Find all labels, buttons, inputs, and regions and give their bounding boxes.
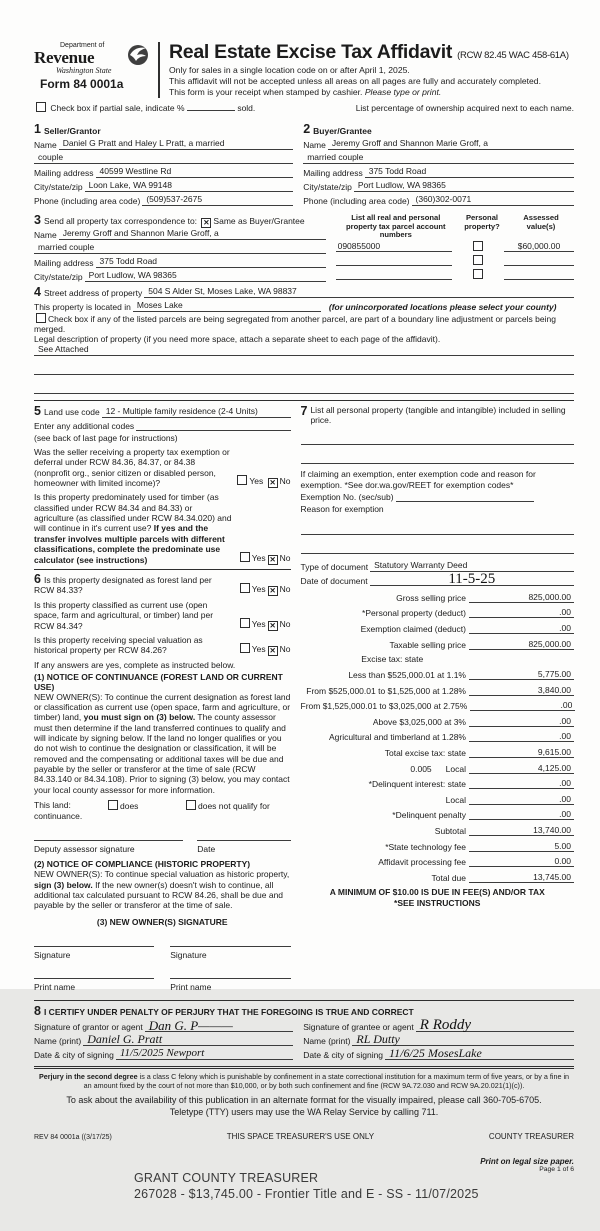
buyer-city-label: City/state/zip [303, 181, 352, 192]
currentuse-question [34, 600, 291, 631]
legal-description-label: Legal description of property (if you need more space, attach a separate sheet to each page of the affidavit). [34, 334, 441, 345]
treasurer-stamp [134, 1171, 479, 1202]
delinquent-penalty-label: *Delinquent penalty [392, 810, 466, 821]
tier1-label: Less than $525,000.01 at 1.1% [348, 670, 466, 681]
deputy-date-field[interactable] [197, 829, 290, 841]
gross-selling-price-value[interactable]: 825,000.00 [469, 592, 574, 603]
assessed-value-field[interactable] [504, 255, 574, 266]
seller-mailing-field[interactable]: 40599 Westline Rd [96, 166, 294, 178]
gross-selling-price-label: Gross selling price [396, 592, 466, 603]
print-name-label: Print name [34, 981, 76, 992]
form-header [34, 42, 574, 98]
note-line-2: This affidavit will not be accepted unless all areas on all pages are fully and accurately completed. [169, 76, 541, 87]
no-label: No [279, 643, 291, 654]
section-6-number: 6 [34, 571, 41, 586]
this-land-row [34, 800, 291, 811]
dor-logo [34, 42, 158, 98]
local-tax-value[interactable]: 4,125.00 [469, 763, 574, 774]
seller-city-field[interactable]: Loon Lake, WA 99148 [85, 180, 294, 192]
personal-property-intro [301, 405, 575, 425]
same-as-buyer-label: Same as Buyer/Grantee [213, 215, 305, 226]
assessed-value-field[interactable] [504, 269, 574, 280]
assessed-value-field[interactable]: $60,000.00 [504, 241, 574, 252]
rev-number: REV 84 0001a ((3/17/25) [34, 1134, 112, 1142]
currentuse-question-text: Is this property classified as current use (open space, farm and agricultural, or timber) land per RCW 84.34? [34, 599, 214, 631]
delinquent-interest-local-label: Local [445, 794, 466, 805]
does-not-label: does not qualify for [198, 801, 270, 812]
deputy-date-block [197, 829, 290, 854]
timber-no-checkbox[interactable] [268, 555, 278, 565]
legal-description-blank-line[interactable] [34, 363, 574, 375]
county-treasurer-label: COUNTY TREASURER [488, 1132, 574, 1142]
property-section [34, 286, 574, 395]
exemption-no-label: Exemption No. (sec/sub) [300, 491, 394, 502]
dor-swirl-icon [126, 44, 150, 68]
corr-city-label: City/state/zip [34, 271, 83, 282]
check-x-icon: ✕ [269, 645, 276, 655]
new-owners-signature-title: (3) NEW OWNER(S) SIGNATURE [96, 916, 228, 927]
exemption-claimed-label: Exemption claimed (deduct) [360, 623, 466, 634]
seller-name-field[interactable]: Daniel G Pratt and Haley L Pratt, a married [59, 138, 294, 150]
seller-buyer-columns [34, 119, 574, 208]
new-owner-print-1 [34, 967, 154, 992]
percent-sold-field[interactable] [187, 101, 235, 111]
minimum-due-note: A MINIMUM OF $10.00 IS DUE IN FEE(S) AND/OR TAX *SEE INSTRUCTIONS [329, 887, 545, 909]
legal-description-blank-line[interactable] [34, 382, 574, 394]
new-owner-print-field[interactable] [34, 967, 154, 979]
parcel-table-header [336, 214, 574, 240]
seller-section [34, 119, 293, 208]
does-not-option [184, 800, 270, 811]
section-2-number: 2 [303, 122, 311, 137]
personal-property-blank-line[interactable] [301, 452, 575, 464]
grantor-signature-field[interactable]: Dan G. P——— [145, 1020, 294, 1032]
historic-yn [238, 643, 291, 656]
doc-date-label: Date of document [300, 575, 368, 586]
personal-property-blank-line[interactable] [301, 433, 575, 445]
grantor-date-field[interactable]: 11/5/2025 Newport [116, 1048, 293, 1060]
perjury-statement: Perjury in the second degree is a class C felony which is punishable by confinement in a state correctional institution for a maximum term of five years, or by a fine in an amount fixed by the court of not more than $10,000, or by both such confinement and fine (RCW 9A.72.030 and RCW 9A.20.021(1)(c)). [38, 1072, 570, 1091]
forest-no-checkbox[interactable] [268, 586, 278, 596]
grantor-sig-label: Signature of grantor or agent [34, 1022, 143, 1033]
land-use-code-field[interactable]: 12 - Multiple family residence (2-4 Units) [102, 406, 291, 418]
notice-continuance-body: NEW OWNER(S): To continue the current designation as forest land or classification as current use (open space, farm and agriculture, or timber) land, you must sign on (3) below. The county assessor must then determine if the land transferred continues to qualify and will indicate by signing below. If the land no longer qualifies or you do not wish to continue the designation or classification, it will be removed and the compensating or additional taxes will be due and payable by the seller or transferor at the time of sale (RCW 84.33.140 or 84.34.108). Prior to signing (3) below, you may contact your local county assessor for more information. [34, 691, 291, 795]
located-in-field[interactable]: Moses Lake [133, 300, 321, 312]
buyer-name-label: Name [303, 139, 326, 150]
timber-question-text: Is this property predominately used for timber (as classified under RCW 84.34 and 84.33) or agriculture (as classified under RCW 84.34.020) and will continue in it's current use? If yes and the transfer involves multiple parcels with different classifications, complete the predominate use calculator (see instructions) [34, 492, 232, 565]
yes-label: Yes [251, 618, 266, 629]
historic-question-text: Is this property receiving special valuation as historical property per RCW 84.26? [34, 634, 203, 656]
partial-sale-row [34, 101, 574, 113]
reason-blank-line[interactable] [301, 542, 575, 554]
landuse-column [34, 405, 291, 991]
grantee-sig-label: Signature of grantee or agent [303, 1022, 414, 1033]
correspondence-intro-label: Send all property tax correspondence to: [43, 215, 198, 226]
seller-mailing-label: Mailing address [34, 167, 94, 178]
corr-mailing-field[interactable]: 375 Todd Road [96, 256, 326, 268]
total-excise-state-value[interactable]: 9,615.00 [469, 747, 574, 758]
page-title: Real Estate Excise Tax Affidavit (RCW 82.45 WAC 458-61A) [169, 41, 569, 63]
correspondence-section [34, 214, 326, 284]
delinquent-interest-state-value[interactable]: .00 [469, 778, 574, 789]
exemption-no-checkbox[interactable] [268, 478, 278, 488]
sold-label: sold. [237, 103, 256, 114]
deputy-row [34, 829, 291, 854]
seller-title: Seller/Grantor [43, 125, 101, 136]
instruction-notes [169, 65, 574, 98]
legal-description-field[interactable]: See Attached [34, 344, 574, 356]
check-x-icon: ✕ [269, 554, 276, 564]
note-line-3: This form is your receipt when stamped by cashier. Please type or print. [169, 87, 442, 98]
signature-label: Signature [170, 949, 207, 960]
total-excise-state-label: Total excise tax: state [384, 748, 466, 759]
same-as-buyer-checkbox[interactable] [201, 218, 211, 228]
buyer-name-field[interactable]: Jeremy Groff and Shannon Marie Groff, a [328, 138, 574, 150]
parcel-table [336, 214, 574, 284]
segregated-label: Check box if any of the listed parcels are being segregated from another parcel, are part of a boundary line adjustment or parcels being merged. [34, 314, 556, 335]
affidavit-fee-label: Affidavit processing fee [378, 857, 466, 868]
section-divider [34, 400, 574, 401]
check-x-icon: ✕ [269, 585, 276, 595]
subtotal-value[interactable]: 13,740.00 [469, 825, 574, 836]
delinquent-interest-state-label: *Delinquent interest: state [368, 779, 466, 790]
buyer-section [303, 119, 574, 208]
grantee-print-label: Name (print) [303, 1036, 351, 1047]
tax-column [301, 405, 575, 991]
personal-property-checkbox[interactable] [473, 241, 483, 251]
partial-sale-label: Check box if partial sale, indicate % [50, 103, 185, 114]
ag-timberland-value[interactable]: .00 [469, 731, 574, 742]
segregated-row [34, 313, 574, 334]
corr-mailing-label: Mailing address [34, 257, 94, 268]
notice-compliance-title: (2) NOTICE OF COMPLIANCE (HISTORIC PROPERTY) [34, 859, 251, 870]
affidavit-fee-value[interactable]: 0.00 [469, 856, 574, 867]
does-checkbox[interactable] [108, 800, 118, 810]
tier3-value[interactable]: .00 [470, 700, 575, 711]
exemption-no-field[interactable] [396, 491, 534, 502]
personal-property-checkbox[interactable] [473, 255, 483, 265]
grantee-certification [303, 1017, 574, 1062]
seller-phone-field[interactable]: (509)537-2675 [142, 194, 293, 206]
tier4-label: Above $3,025,000 at 3% [372, 716, 466, 727]
doc-type-field[interactable]: Statutory Warranty Deed [370, 560, 574, 572]
section-3-number: 3 [34, 212, 41, 227]
tier4-value[interactable]: .00 [469, 716, 574, 727]
corr-name-field-2[interactable]: married couple [34, 242, 326, 254]
section-7-number: 7 [300, 404, 308, 419]
check-x-icon: ✕ [269, 478, 276, 488]
new-owner-print-field[interactable] [170, 967, 290, 979]
partial-sale-option [34, 101, 255, 113]
correspondence-intro [34, 214, 326, 228]
tier1-value[interactable]: 5,775.00 [469, 669, 574, 680]
if-any-yes-note: If any answers are yes, complete as instructed below. [34, 659, 236, 670]
personal-property-deduct-label: *Personal property (deduct) [362, 608, 466, 619]
grantor-certification [34, 1020, 293, 1062]
does-not-checkbox[interactable] [186, 800, 196, 810]
corr-name-label: Name [34, 229, 57, 240]
note-line-1: Only for sales in a single location code on or after April 1, 2025. [169, 65, 410, 76]
exemption-question-text: Was the seller receiving a property tax exemption or deferral under RCW 84.36, 84.37, or 84.38 (nonprofit org., senior citizen or disabled person, homeowner with limited income)? [34, 446, 230, 489]
historic-question [34, 635, 291, 656]
timber-question [34, 492, 291, 565]
signature-label: Signature [34, 949, 71, 960]
assessed-value-header: Assessed value(s) [523, 212, 559, 231]
local-rate-label: 0.005 Local [410, 763, 466, 774]
currentuse-no-checkbox[interactable] [268, 621, 278, 631]
taxable-selling-price-label: Taxable selling price [389, 639, 466, 650]
footer-row [34, 1132, 574, 1141]
forest-question-text: 6 Is this property designated as forest land per RCW 84.33? [34, 571, 212, 596]
notice-continuance-title: (1) NOTICE OF CONTINUANCE (FOREST LAND OR CURRENT USE) [34, 671, 283, 692]
segregated-checkbox[interactable] [36, 313, 46, 323]
treasurer-use-label: THIS SPACE TREASURER'S USE ONLY [226, 1132, 375, 1142]
no-label: No [279, 476, 291, 487]
excise-tax-state-header: Excise tax: state [361, 654, 424, 665]
buyer-title: Buyer/Grantee [313, 125, 372, 136]
perjury-block [34, 1066, 574, 1118]
continuance-label: continuance. [34, 811, 83, 822]
personal-property-deduct-value[interactable]: .00 [469, 607, 574, 618]
parcel-row [336, 269, 574, 280]
new-owner-print-2 [170, 967, 290, 992]
print-note: Print on legal size paper. [480, 1157, 574, 1167]
grantor-print-label: Name (print) [34, 1036, 82, 1047]
reason-blank-line[interactable] [301, 523, 575, 535]
parcel-number-field[interactable]: 090855000 [336, 241, 452, 252]
buyer-phone-label: Phone (including area code) [303, 195, 410, 206]
currentuse-yn [238, 618, 291, 631]
subtotal-label: Subtotal [434, 826, 466, 837]
additional-codes-field[interactable] [136, 420, 290, 431]
exemption-note: If claiming an exemption, enter exemption code and reason for exemption. *See dor.wa.gov/REET for exemption codes* [300, 469, 536, 491]
stamp-line-2: 267028 - $13,745.00 - Frontier Title and E - SS - 11/07/2025 [134, 1186, 479, 1201]
yes-label: Yes [251, 552, 266, 563]
exemption-claimed-value[interactable]: .00 [469, 623, 574, 634]
seller-phone-label: Phone (including area code) [34, 195, 141, 206]
check-x-icon: ✕ [269, 620, 276, 630]
personal-property-checkbox[interactable] [473, 269, 483, 279]
title-block [158, 42, 574, 98]
currentuse-yes-checkbox[interactable] [240, 618, 250, 628]
exemption-yes-checkbox[interactable] [237, 475, 247, 485]
grantor-print-field[interactable]: Daniel G. Pratt [83, 1034, 293, 1046]
total-due-value[interactable]: 13,745.00 [469, 872, 574, 883]
delinquent-interest-local-value[interactable]: .00 [469, 794, 574, 805]
new-owner-sig-row-2 [34, 967, 291, 992]
deputy-signature-label: Deputy assessor signature [34, 844, 135, 855]
stamp-area [34, 1141, 574, 1231]
state-tech-fee-value[interactable]: 5.00 [469, 841, 574, 852]
timber-yn [238, 552, 291, 565]
parcel-row [336, 255, 574, 266]
form-number: Form 84 0001a [40, 77, 124, 91]
street-address-field[interactable]: 504 S Alder St, Moses Lake, WA 98837 [144, 286, 574, 298]
certification-divider [34, 1000, 574, 1001]
buyer-mailing-label: Mailing address [303, 167, 363, 178]
section-5-number: 5 [34, 404, 41, 419]
dept-of-label: Department of [60, 42, 105, 49]
tier2-label: From $525,000.01 to $1,525,000 at 1.28% [306, 685, 466, 696]
parcel-number-field[interactable] [336, 269, 452, 280]
doc-date-field[interactable]: 11-5-25 [370, 574, 574, 586]
forest-yes-checkbox[interactable] [240, 583, 250, 593]
total-due-label: Total due [431, 872, 466, 883]
section-8-number: 8 [34, 1003, 41, 1018]
notice-compliance-body: NEW OWNER(S): To continue special valuation as historic property, sign (3) below. If the new owner(s) doesn't wish to continue, all additional tax calculated pursuant to RCW 84.26, shall be due and payable by the seller or transferor at the time of sale. [34, 869, 290, 911]
grantee-print-field[interactable]: RL Dutty [352, 1034, 574, 1046]
yes-label: Yes [251, 583, 266, 594]
land-use-label: 5 Land use code [34, 404, 100, 419]
certification-section [34, 1005, 574, 1063]
this-land-label: This land: [34, 800, 71, 811]
washington-state-label: Washington State [56, 66, 112, 75]
grantee-date-label: Date & city of signing [303, 1050, 384, 1061]
state-tech-fee-label: *State technology fee [385, 841, 466, 852]
buyer-mailing-field[interactable]: 375 Todd Road [365, 166, 574, 178]
grantee-signature-field[interactable]: R Roddy [416, 1020, 574, 1032]
no-label: No [279, 552, 291, 563]
corr-name-field[interactable]: Jeremy Groff and Shannon Marie Groff, a [59, 228, 326, 240]
parcel-number-field[interactable] [336, 255, 452, 266]
taxable-selling-price-value[interactable]: 825,000.00 [469, 639, 574, 650]
page-number: Page 1 of 6 [539, 1166, 574, 1174]
correspondence-parcels-columns [34, 214, 574, 284]
grantor-date-label: Date & city of signing [34, 1050, 114, 1061]
personal-property-header: Personal property? [464, 212, 500, 231]
new-owner-signature-field[interactable] [170, 935, 290, 947]
buyer-phone-field[interactable]: (360)302-0071 [412, 194, 574, 206]
street-address-label: 4 Street address of property [34, 284, 143, 299]
revenue-wordmark: Revenue [34, 48, 95, 67]
exemption-yn [235, 475, 290, 488]
does-label: does [120, 801, 139, 812]
ag-timberland-label: Agricultural and timberland at 1.28% [328, 732, 466, 743]
section-1-number: 1 [34, 122, 41, 137]
exemption-question [34, 447, 291, 488]
grantee-date-field[interactable]: 11/6/25 MosesLake [385, 1048, 574, 1060]
deputy-date-label: Date [197, 844, 216, 855]
tier2-value[interactable]: 3,840.00 [469, 685, 574, 696]
deputy-signature-field[interactable] [34, 829, 183, 841]
seller-name-field-2[interactable]: couple [34, 152, 293, 164]
tier3-label: From $1,525,000.01 to $3,025,000 at 2.75% [300, 701, 468, 712]
personal-property-intro-text: List all personal property (tangible and intangible) included in selling price. [310, 405, 566, 426]
parcel-row [336, 241, 574, 252]
buyer-name-field-2[interactable]: married couple [303, 152, 574, 164]
parcel-numbers-header: List all real and personal property tax parcel account numbers [345, 212, 446, 240]
tty-note: To ask about the availability of this publication in an alternate format for the visually impaired, please call 360-705-6705. Teletype (TTY) users may use the WA Relay Service by calling 711. [66, 1094, 542, 1117]
timber-yes-checkbox[interactable] [240, 552, 250, 562]
forest-yn [238, 583, 291, 596]
partial-sale-checkbox[interactable] [36, 102, 46, 112]
section-6-divider [34, 569, 291, 570]
yes-label: Yes [251, 643, 266, 654]
ownership-note: List percentage of ownership acquired next to each name. [355, 103, 574, 114]
see-back-note: (see back of last page for instructions) [34, 432, 178, 443]
buyer-city-field[interactable]: Port Ludlow, WA 98365 [354, 180, 574, 192]
local-rate: 0.005 [410, 763, 432, 774]
seller-name-label: Name [34, 139, 57, 150]
new-owner-signature-field[interactable] [34, 935, 154, 947]
rcw-code: (RCW 82.45 WAC 458-61A) [457, 50, 569, 61]
deputy-signature-block [34, 829, 183, 854]
does-option [106, 800, 184, 811]
stamp-line-1: GRANT COUNTY TREASURER [134, 1171, 319, 1186]
no-label: No [279, 583, 291, 594]
reason-exemption-label: Reason for exemption [300, 503, 384, 514]
historic-no-checkbox[interactable] [268, 646, 278, 656]
print-name-label: Print name [170, 981, 212, 992]
print-note-block [480, 1157, 574, 1173]
section-4-number: 4 [34, 284, 41, 299]
doc-type-label: Type of document [300, 561, 369, 572]
check-x-icon: ✕ [203, 217, 210, 227]
seller-city-label: City/state/zip [34, 181, 83, 192]
additional-codes-label: Enter any additional codes [34, 420, 135, 431]
new-owner-sig-row-1 [34, 935, 291, 960]
located-note: (for unincorporated locations please select your county) [328, 302, 557, 313]
yes-label: Yes [249, 476, 264, 487]
located-in-label: This property is located in [34, 302, 131, 313]
main-columns [34, 405, 574, 991]
certify-statement: 8 I CERTIFY UNDER PENALTY OF PERJURY THAT THE FOREGOING IS TRUE AND CORRECT [34, 1003, 414, 1018]
new-owner-sig-2 [170, 935, 290, 960]
forest-question [34, 573, 291, 596]
historic-yes-checkbox[interactable] [240, 643, 250, 653]
no-label: No [279, 618, 291, 629]
new-owner-sig-1 [34, 935, 154, 960]
delinquent-penalty-value[interactable]: .00 [469, 809, 574, 820]
corr-city-field[interactable]: Port Ludlow, WA 98365 [85, 270, 326, 282]
